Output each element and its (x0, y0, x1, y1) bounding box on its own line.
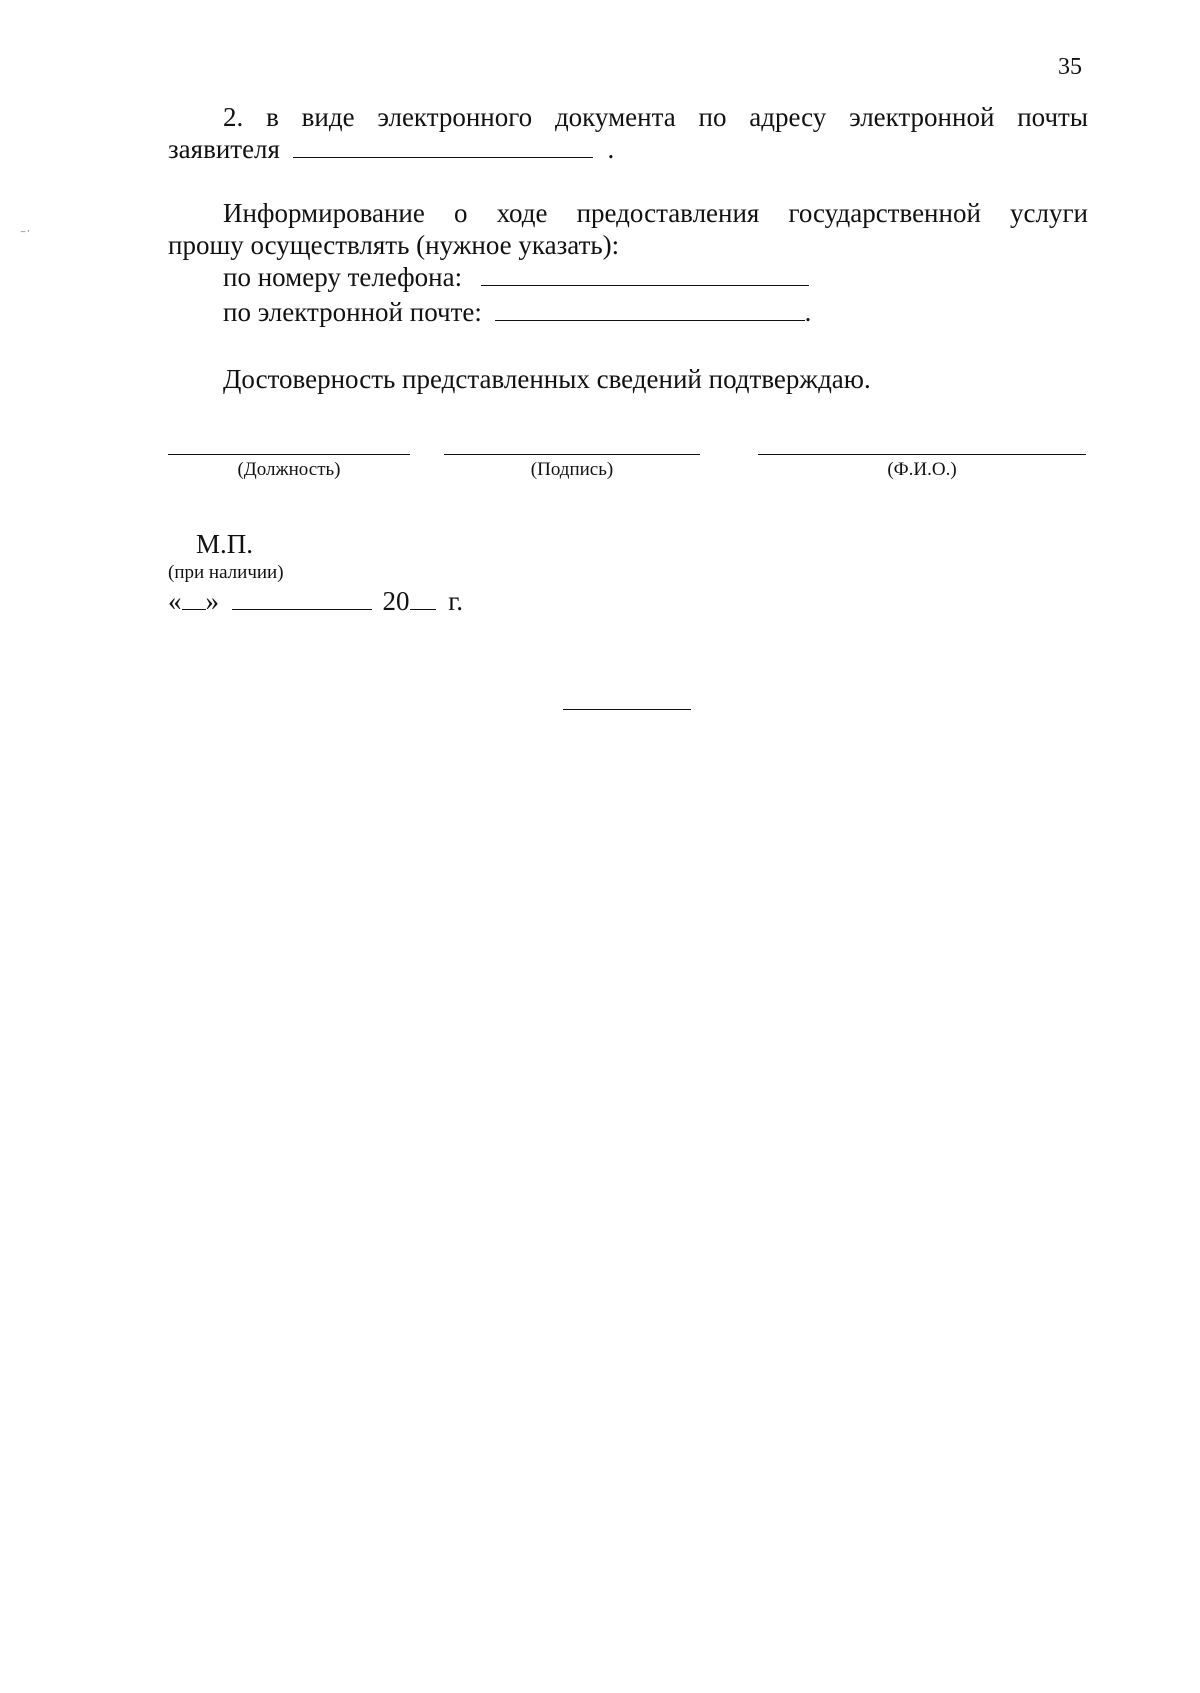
email-period: . (804, 297, 812, 327)
date-open-quote: « (168, 586, 182, 616)
email-field[interactable] (495, 298, 805, 321)
day-field[interactable] (182, 587, 206, 610)
applicant-email-period: . (607, 134, 615, 164)
applicant-label: заявителя (168, 134, 280, 164)
informing-line-1: Информирование о ходе предоставления государственной услуги (223, 198, 1088, 228)
stamp-label: М.П. (196, 529, 254, 559)
signature-field[interactable] (444, 454, 700, 455)
email-line (223, 296, 1088, 328)
phone-line (223, 261, 1088, 293)
phone-field[interactable] (481, 263, 809, 286)
year-suffix: г. (448, 586, 464, 616)
date-close-quote: » (205, 586, 219, 616)
page-number: 35 (1058, 54, 1082, 80)
informing-line-2: прошу осуществлять (нужное указать): (168, 230, 620, 260)
scan-speck: ⁻˙ (20, 227, 31, 241)
email-label: по электронной почте: (223, 297, 482, 327)
delivery-line-1: 2. в виде электронного документа по адресу электронной почты (223, 102, 1088, 132)
phone-label: по номеру телефона: (223, 262, 463, 292)
full-name-field[interactable] (758, 454, 1086, 455)
signature-label: (Подпись) (530, 459, 614, 480)
position-field[interactable] (168, 454, 410, 455)
end-divider (563, 709, 691, 710)
date-line (168, 585, 463, 617)
month-field[interactable] (232, 587, 372, 610)
stamp-note: (при наличии) (168, 562, 284, 583)
year-field[interactable] (410, 587, 436, 610)
full-name-label: (Ф.И.О.) (887, 459, 957, 480)
position-label: (Должность) (237, 459, 341, 480)
delivery-line-2 (168, 133, 1088, 165)
applicant-email-field[interactable] (293, 135, 593, 158)
confirmation-text: Достоверность представленных сведений подтверждаю. (223, 364, 871, 394)
year-prefix: 20 (382, 586, 410, 616)
